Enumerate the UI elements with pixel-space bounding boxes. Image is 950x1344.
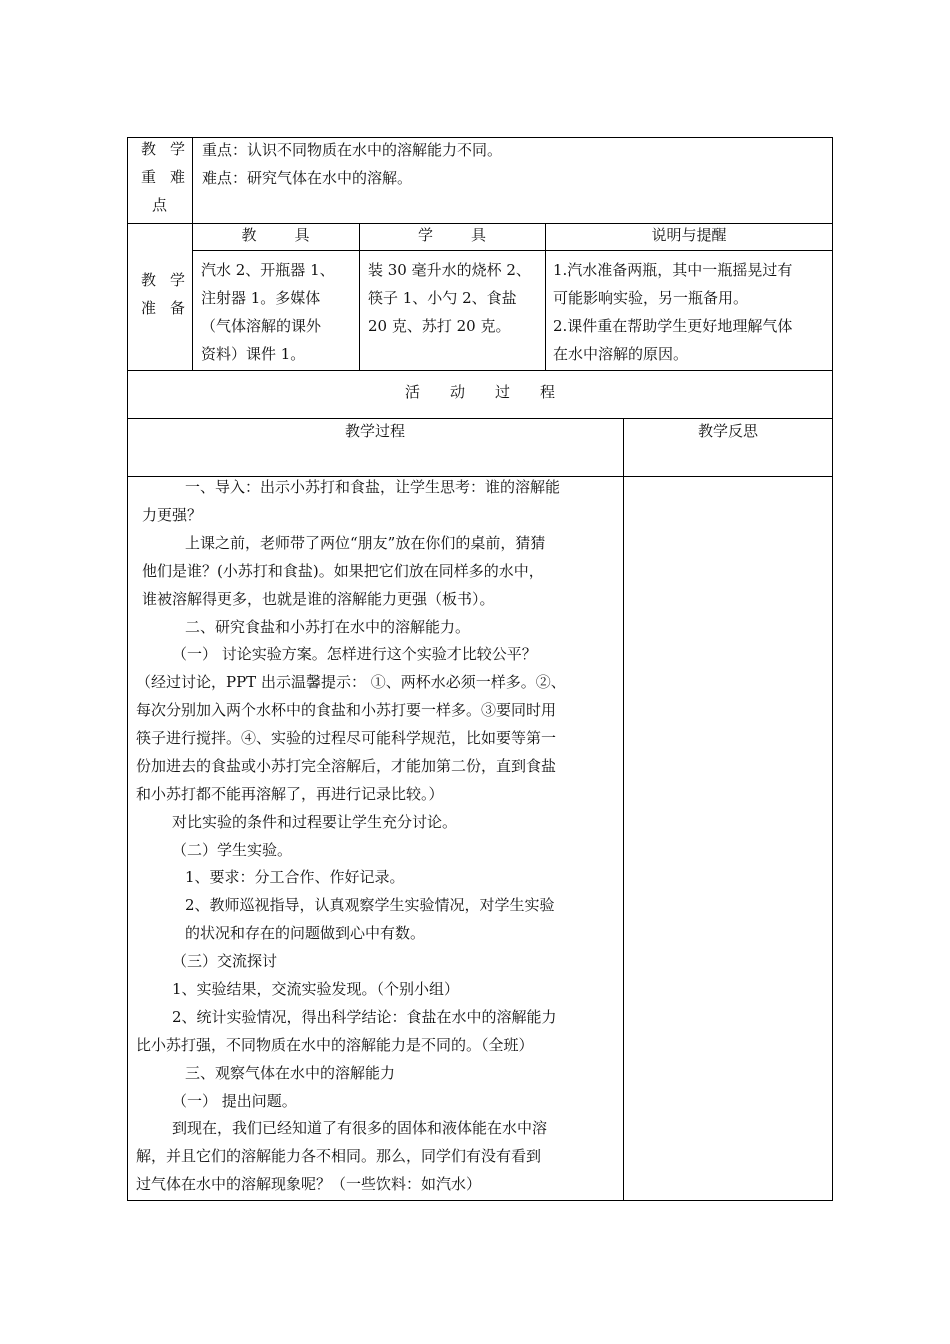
process-line: 二、研究食盐和小苏打在水中的溶解能力。 (185, 618, 471, 636)
key-points-text: 重点：认识不同物质在水中的溶解能力不同。 难点：研究气体在水中的溶解。 (202, 141, 503, 187)
reflection-header: 教学反思 (697, 422, 758, 440)
section-label-key-points: 教学 重难 点 (141, 140, 200, 214)
process-line: 筷子进行搅拌。④、实验的过程尽可能科学规范，比如要等第一 (136, 729, 557, 747)
header-teacher-tools: 教具 (241, 226, 348, 244)
process-line: 比小苏打强，不同物质在水中的溶解能力是不同的。（全班） (136, 1036, 534, 1054)
activity-title: 活动过程 (404, 383, 585, 401)
section-label-preparation: 教学 准备 (141, 271, 200, 317)
process-line: 上课之前，老师带了两位“朋友”放在你们的桌前，猜猜 (185, 534, 546, 552)
process-line: 1、要求：分工合作、作好记录。 (185, 868, 405, 886)
process-line: 谁被溶解得更多，也就是谁的溶解能力更强（板书）。 (142, 590, 495, 608)
process-line: （三）交流探讨 (172, 952, 278, 970)
process-line: 解，并且它们的溶解能力各不相同。那么，同学们有没有看到 (136, 1147, 542, 1165)
column-divider (359, 223, 360, 370)
notes-text: 1.汽水准备两瓶，其中一瓶摇晃过有 可能影响实验，另一瓶备用。 2.课件重在帮助学生更好地理解气体 在水中溶解的原因。 (553, 261, 793, 363)
process-line: （经过讨论，PPT 出示温馨提示： ①、两杯水必须一样多。②、 (136, 673, 566, 691)
teacher-tools-text: 汽水 2、开瓶器 1、 注射器 1。多媒体 （气体溶解的课外 资料）课件 1。 (201, 261, 335, 363)
row-divider (192, 250, 833, 251)
row-divider (127, 418, 833, 419)
header-student-tools: 学具 (417, 226, 524, 244)
process-line: （一） 讨论实验方案。怎样进行这个实验才比较公平？ (172, 645, 537, 663)
process-line: 过气体在水中的溶解现象呢？（一些饮料：如汽水） (136, 1175, 482, 1193)
row-divider (127, 370, 833, 371)
student-tools-text: 装 30 毫升水的烧杯 2、 筷子 1、小勺 2、食盐 20 克、苏打 20 克。 (368, 261, 531, 335)
process-line: 一、导入：出示小苏打和食盐，让学生思考：谁的溶解能 (185, 478, 561, 496)
process-line: 份加进去的食盐或小苏打完全溶解后，才能加第二份，直到食盐 (136, 757, 557, 775)
process-line: 对比实验的条件和过程要让学生充分讨论。 (172, 813, 458, 831)
process-line: 力更强？ (142, 506, 203, 524)
process-line: 和小苏打都不能再溶解了，再进行记录比较。） (136, 785, 444, 803)
process-line: 每次分别加入两个水杯中的食盐和小苏打要一样多。③要同时用 (136, 701, 557, 719)
process-line: 他们是谁？(小苏打和食盐)。如果把它们放在同样多的水中， (142, 562, 544, 580)
process-line: 1、实验结果，交流实验发现。（个别小组） (172, 980, 460, 998)
process-line: 三、观察气体在水中的溶解能力 (185, 1064, 396, 1082)
column-divider (623, 418, 624, 1201)
process-header: 教学过程 (344, 422, 405, 440)
process-line: 的状况和存在的问题做到心中有数。 (185, 924, 426, 942)
column-divider (545, 223, 546, 370)
row-divider (127, 223, 833, 224)
process-line: （一） 提出问题。 (172, 1092, 297, 1110)
process-line: （二）学生实验。 (172, 841, 293, 859)
process-line: 到现在，我们已经知道了有很多的固体和液体能在水中溶 (172, 1119, 548, 1137)
header-notes: 说明与提醒 (651, 226, 727, 244)
process-line: 2、教师巡视指导，认真观察学生实验情况，对学生实验 (185, 896, 555, 914)
process-line: 2、统计实验情况，得出科学结论：食盐在水中的溶解能力 (172, 1008, 557, 1026)
